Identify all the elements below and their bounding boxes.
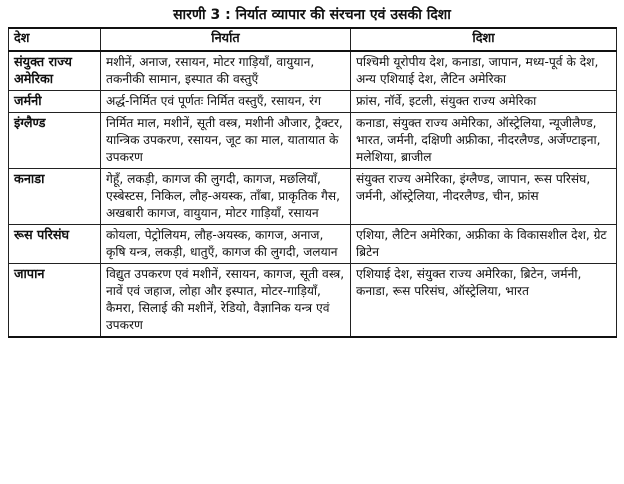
exports-cell: गेहूँ, लकड़ी, कागज की लुगदी, कागज, मछलियाँ, एस्बेस्टस, निकिल, लौह-अयस्क, ताँबा, प्राकृतिक गैस, अखबारी कागज, वायुयान, मोटर गाड़ियाँ, रसायन [101,169,351,225]
exports-cell: निर्मित माल, मशीनें, सूती वस्त्र, मशीनी औजार, ट्रैक्टर, यान्त्रिक उपकरण, रसायन, जूट का माल, यातायात के उपकरण [101,113,351,169]
table-row [9,225,617,264]
table-row [9,113,617,169]
country-cell: रूस परिसंघ [9,225,101,264]
table-row [9,51,617,91]
direction-cell: कनाडा, संयुक्त राज्य अमेरिका, ऑस्ट्रेलिया, न्यूजीलैण्ड, भारत, जर्मनी, दक्षिणी अफ्रीका, नीदरलैण्ड, अर्जेण्टाइना, मलेशिया, ब्राजील [351,113,617,169]
exports-cell: अर्द्ध-निर्मित एवं पूर्णतः निर्मित वस्तुएँ, रसायन, रंग [101,91,351,113]
direction-cell: फ्रांस, नॉर्वे, इटली, संयुक्त राज्य अमेरिका [351,91,617,113]
table-row [9,169,617,225]
header-direction: दिशा [351,28,617,51]
table-row [9,264,617,338]
country-cell: इंग्लैण्ड [9,113,101,169]
direction-cell: एशियाई देश, संयुक्त राज्य अमेरिका, ब्रिटेन, जर्मनी, कनाडा, रूस परिसंघ, ऑस्ट्रेलिया, भारत [351,264,617,338]
country-cell: संयुक्त राज्य अमेरिका [9,51,101,91]
exports-cell: कोयला, पेट्रोलियम, लौह-अयस्क, कागज, अनाज, कृषि यन्त्र, लकड़ी, धातुएँ, कागज की लुगदी, जलयान [101,225,351,264]
header-exports: निर्यात [101,28,351,51]
exports-cell: विद्युत उपकरण एवं मशीनें, रसायन, कागज, सूती वस्त्र, नावें एवं जहाज, लोहा और इस्पात, मोटर-गाड़ियाँ, कैमरा, सिलाई की मशीनें, रेडियो, वैज्ञानिक यन्त्र एवं उपकरण [101,264,351,338]
header-row [9,28,617,51]
export-trade-table [8,27,617,338]
country-cell: जापान [9,264,101,338]
direction-cell: पश्चिमी यूरोपीय देश, कनाडा, जापान, मध्य-पूर्व के देश, अन्य एशियाई देश, लैटिन अमेरिका [351,51,617,91]
header-country: देश [9,28,101,51]
direction-cell: एशिया, लैटिन अमेरिका, अफ्रीका के विकासशील देश, ग्रेट ब्रिटेन [351,225,617,264]
table-caption: सारणी 3 : निर्यात व्यापार की संरचना एवं उसकी दिशा [173,7,451,23]
country-cell: कनाडा [9,169,101,225]
exports-cell: मशीनें, अनाज, रसायन, मोटर गाड़ियाँ, वायुयान, तकनीकी सामान, इस्पात की वस्तुएँ [101,51,351,91]
country-cell: जर्मनी [9,91,101,113]
direction-cell: संयुक्त राज्य अमेरिका, इंग्लैण्ड, जापान, रूस परिसंघ, जर्मनी, ऑस्ट्रेलिया, नीदरलैण्ड, चीन, फ्रांस [351,169,617,225]
table-row [9,91,617,113]
